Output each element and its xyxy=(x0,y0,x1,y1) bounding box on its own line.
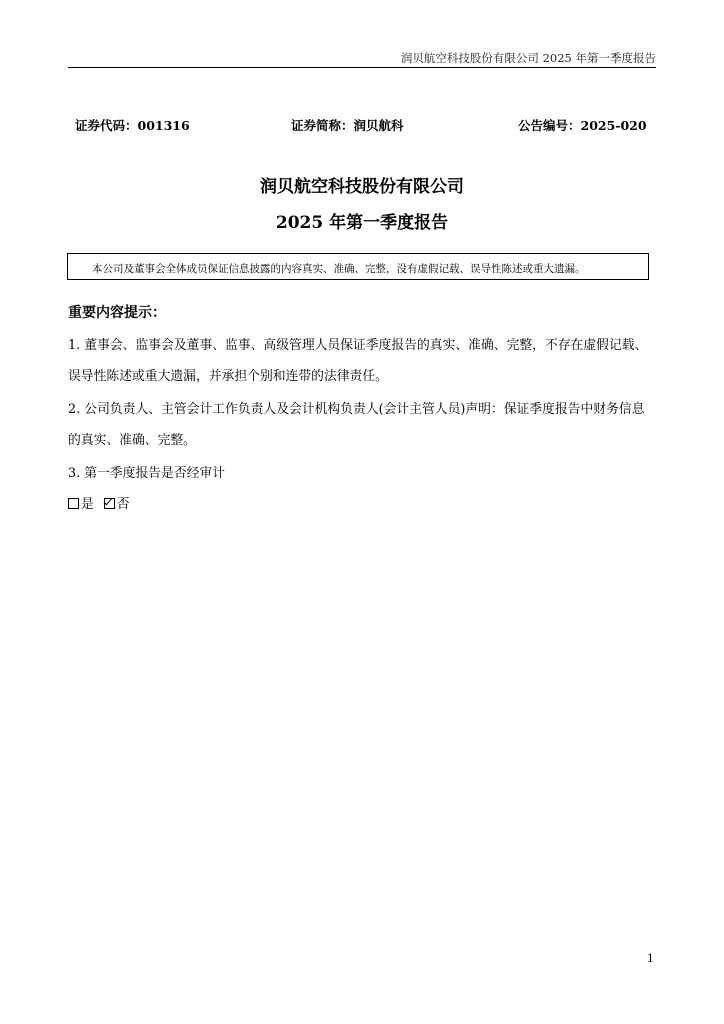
running-header: 润贝航空科技股份有限公司 2025 年第一季度报告 xyxy=(400,51,656,65)
tip-item-1: 1. 董事会、监事会及董事、监事、高级管理人员保证季度报告的真实、准确、完整，不存在虚假记载、误导性陈述或重大遗漏，并承担个别和连带的法律责任。 xyxy=(68,338,648,384)
unchecked-box-icon[interactable] xyxy=(68,498,79,509)
audit-choice xyxy=(68,489,130,520)
page-number: 1 xyxy=(647,952,654,965)
disclosure-notice-box xyxy=(67,253,649,280)
announcement-number: 公告编号：2025-020 xyxy=(518,118,647,133)
important-tips-heading: 重要内容提示： xyxy=(68,305,166,321)
header-divider xyxy=(68,67,656,68)
security-code: 证券代码：001316 xyxy=(75,118,190,133)
audit-option-yes: 是 xyxy=(81,497,94,512)
disclosure-notice-text: 本公司及董事会全体成员保证信息披露的内容真实、准确、完整，没有虚假记载、误导性陈述或重大遗漏。 xyxy=(92,263,586,275)
security-abbreviation: 证券简称：润贝航科 xyxy=(291,118,404,133)
checked-box-icon[interactable] xyxy=(104,498,115,509)
tip-item-2: 2. 公司负责人、主管会计工作负责人及会计机构负责人(会计主管人员)声明：保证季度报告中财务信息的真实、准确、完整。 xyxy=(68,402,645,448)
tip-item-3: 3. 第一季度报告是否经审计 xyxy=(68,466,226,481)
report-title: 2025 年第一季度报告 xyxy=(275,213,449,233)
company-title: 润贝航空科技股份有限公司 xyxy=(260,177,464,197)
audit-option-no: 否 xyxy=(116,497,130,512)
